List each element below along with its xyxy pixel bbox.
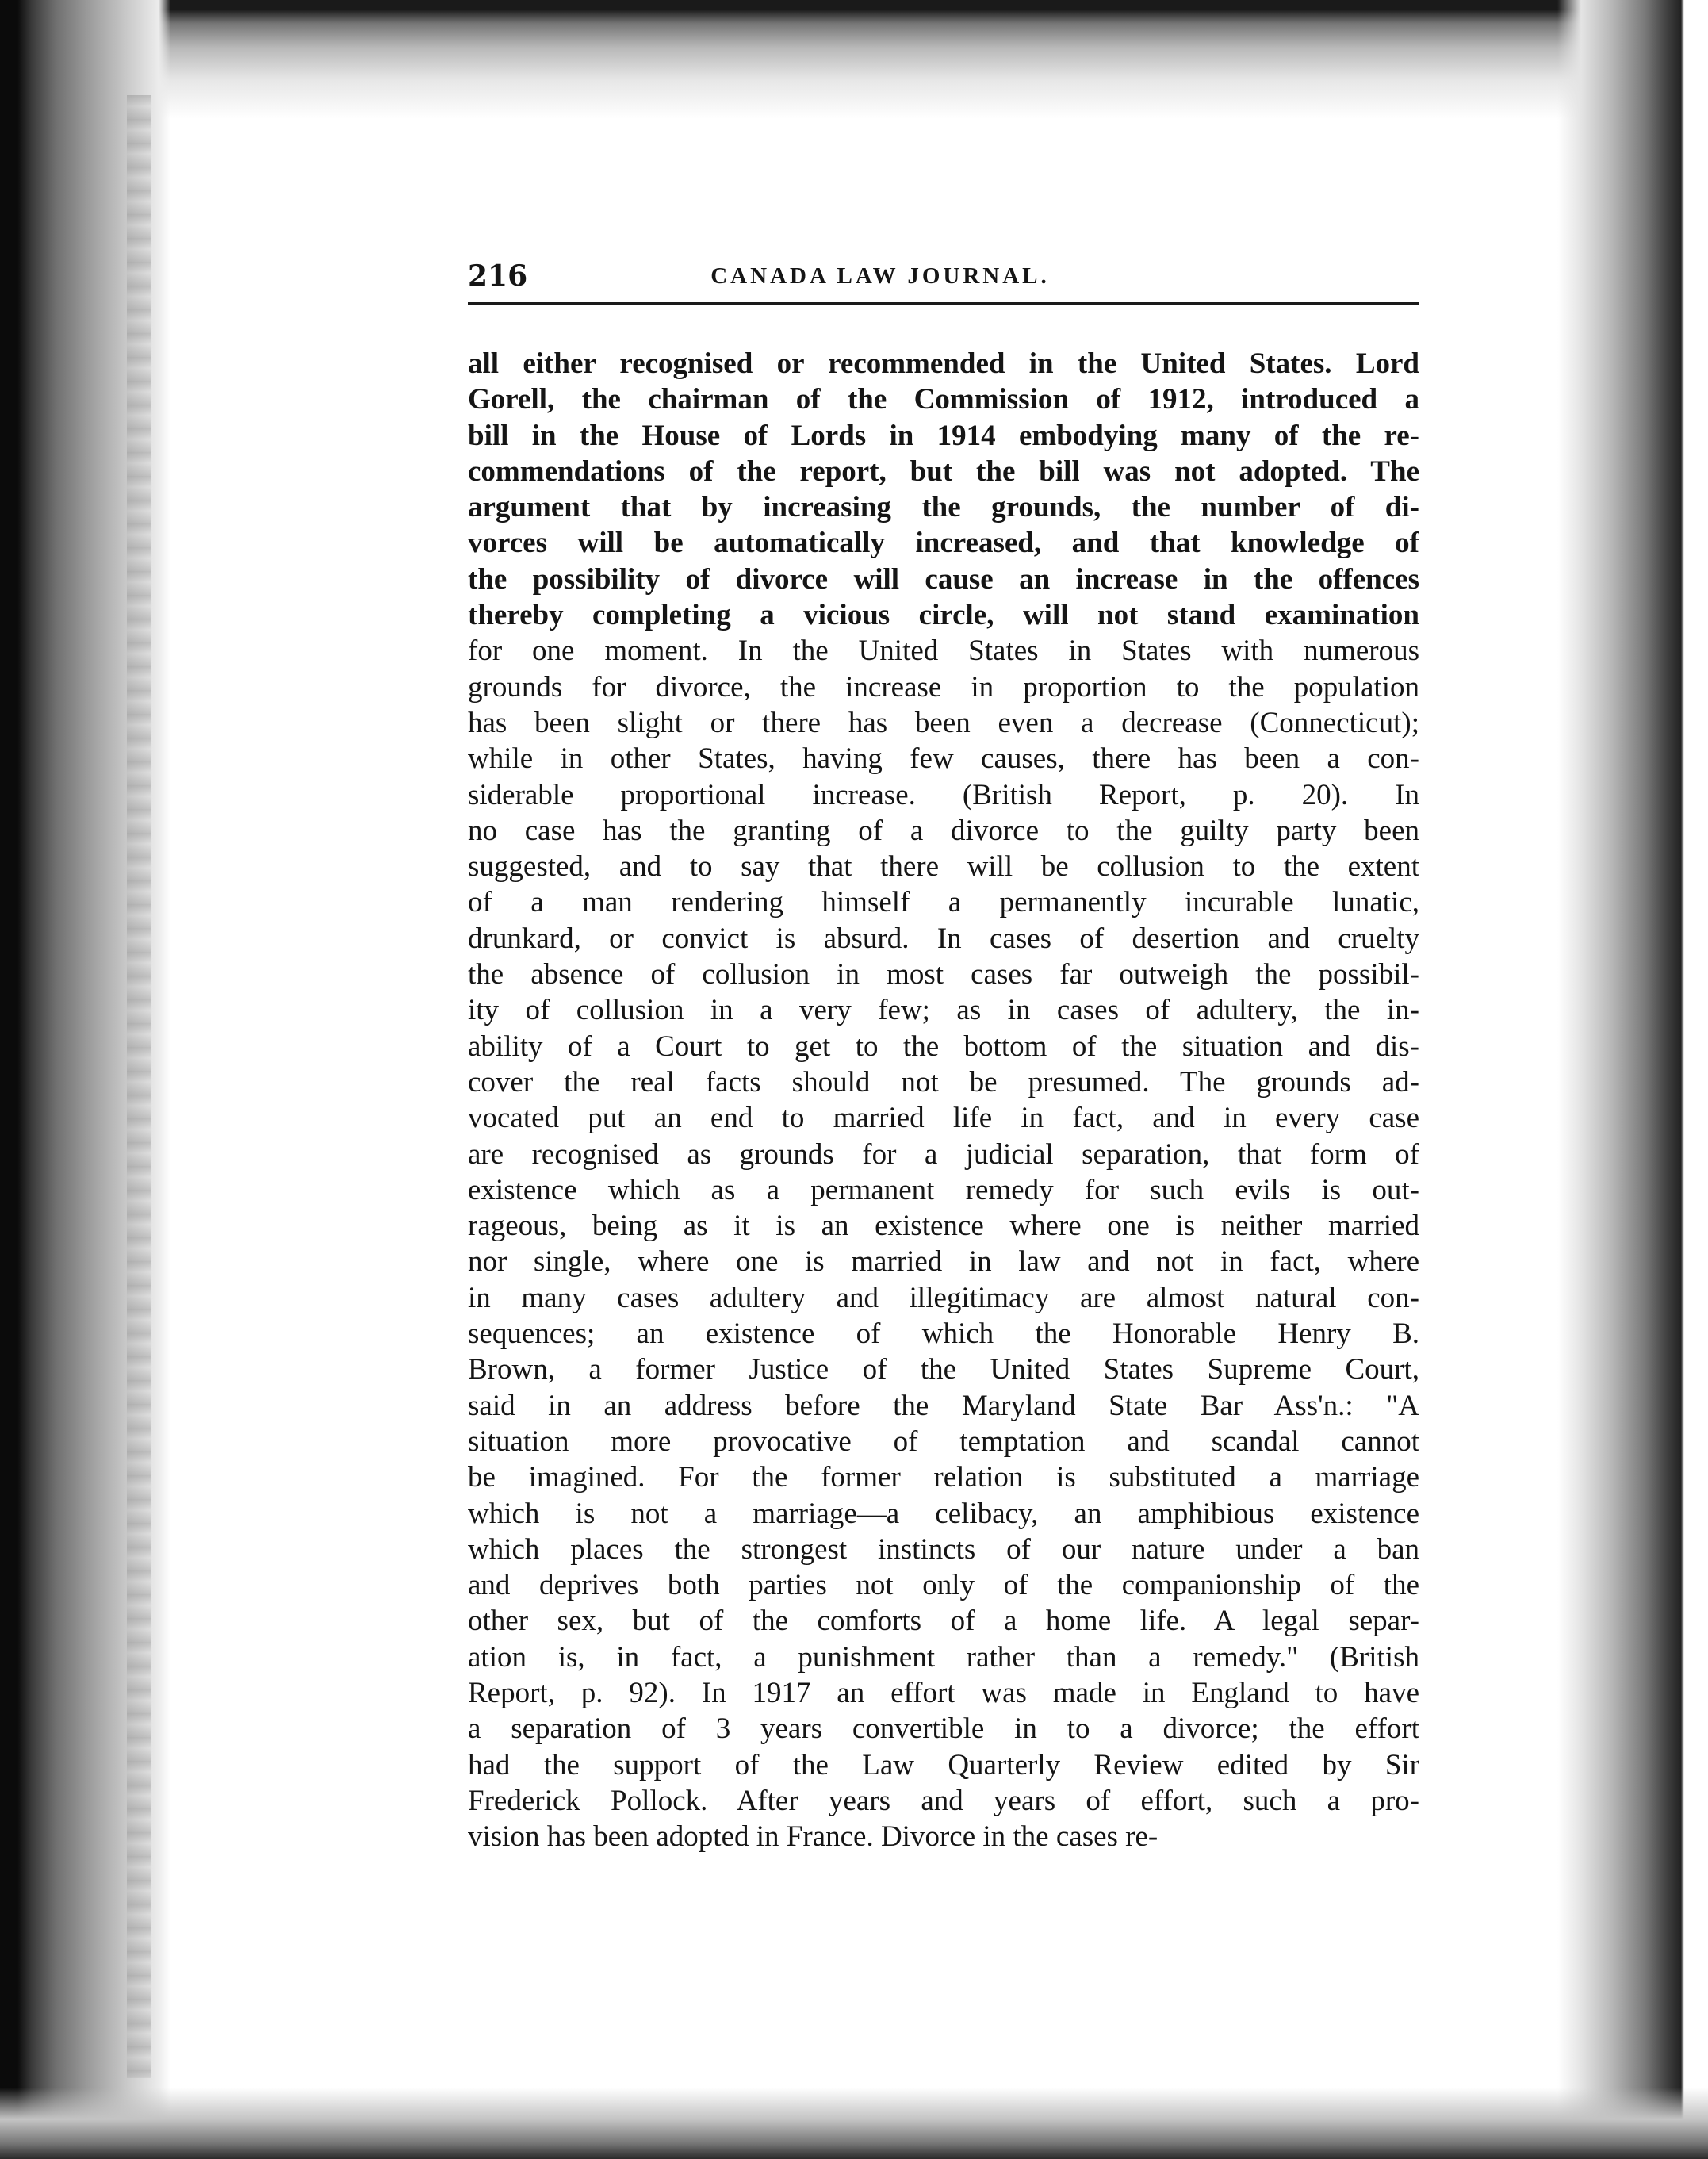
text-line: vision has been adopted in France. Divorce in the cases re- — [468, 1820, 1158, 1854]
text-line: ability of a Court to get to the bottom of the situation and dis- — [468, 1030, 1419, 1063]
text-line: had the support of the Law Quarterly Review edited by Sir — [468, 1748, 1419, 1781]
text-line: nor single, where one is married in law and not in fact, where — [468, 1245, 1419, 1279]
running-head — [468, 252, 1419, 300]
text-line: drunkard, or convict is absurd. In cases of desertion and cruelty — [468, 922, 1419, 955]
text-line: vorces will be automatically increased, and that knowledge of — [468, 527, 1419, 560]
scan-shadow-right — [1557, 0, 1708, 2159]
text-line: be imagined. For the former relation is substituted a marriage — [468, 1461, 1419, 1494]
text-line: ity of collusion in a very few; as in cases of adultery, the in- — [468, 994, 1419, 1027]
body-text — [468, 346, 1419, 1854]
text-line: Brown, a former Justice of the United States Supreme Court, — [468, 1353, 1419, 1386]
scan-streak-left — [127, 95, 151, 2078]
text-line: Report, p. 92). In 1917 an effort was made in England to have — [468, 1676, 1419, 1709]
text-line: which places the strongest instincts of our nature under a ban — [468, 1532, 1419, 1566]
text-line: suggested, and to say that there will be collusion to the extent — [468, 850, 1419, 884]
text-line: cover the real facts should not be presumed. The grounds ad- — [468, 1065, 1419, 1099]
header-rule — [468, 302, 1419, 305]
text-line: no case has the granting of a divorce to the guilty party been — [468, 814, 1419, 847]
scan-shadow-top — [0, 0, 1708, 119]
text-line: grounds for divorce, the increase in proportion to the population — [468, 670, 1419, 704]
text-line: while in other States, having few causes, there has been a con- — [468, 742, 1419, 776]
text-line: vocated put an end to married life in fact, and in every case — [468, 1102, 1419, 1135]
text-line: all either recognised or recommended in the United States. Lord — [468, 347, 1419, 380]
text-line: Gorell, the chairman of the Commission of 1912, introduced a — [468, 383, 1419, 416]
scan-shadow-bottom — [0, 2088, 1708, 2159]
text-line: in many cases adultery and illegitimacy are almost natural con- — [468, 1281, 1419, 1314]
page-number: 216 — [468, 259, 528, 293]
text-line: commendations of the report, but the bill was not adopted. The — [468, 454, 1419, 488]
text-line: existence which as a permanent remedy for such evils is out- — [468, 1173, 1419, 1206]
text-line: are recognised as grounds for a judicial separation, that form of — [468, 1137, 1419, 1171]
text-line: the possibility of divorce will cause an increase in the offences — [468, 562, 1419, 596]
text-line: rageous, being as it is an existence where one is neither married — [468, 1210, 1419, 1243]
text-line: of a man rendering himself a permanently incurable lunatic, — [468, 886, 1419, 919]
text-line: siderable proportional increase. (British Report, p. 20). In — [468, 778, 1419, 811]
text-line: ation is, in fact, a punishment rather than a remedy." (British — [468, 1640, 1419, 1674]
text-line: for one moment. In the United States in States with numerous — [468, 635, 1419, 668]
text-line: has been slight or there has been even a decrease (Connecticut); — [468, 706, 1419, 739]
journal-title: CANADA LAW JOURNAL. — [710, 263, 1050, 289]
text-line: and deprives both parties not only of the companionship of the — [468, 1569, 1419, 1602]
text-line: other sex, but of the comforts of a home life. A legal separ- — [468, 1605, 1419, 1638]
text-line: a separation of 3 years convertible in to a divorce; the effort — [468, 1712, 1419, 1746]
text-line: which is not a marriage—a celibacy, an amphibious existence — [468, 1497, 1419, 1530]
text-line: sequences; an existence of which the Honorable Henry B. — [468, 1317, 1419, 1351]
text-line: argument that by increasing the grounds, the number of di- — [468, 491, 1419, 524]
text-line: bill in the House of Lords in 1914 embodying many of the re- — [468, 419, 1419, 452]
text-line: said in an address before the Maryland State Bar Ass'n.: "A — [468, 1389, 1419, 1422]
text-line: thereby completing a vicious circle, will not stand examination — [468, 599, 1419, 632]
text-line: Frederick Pollock. After years and years of effort, such a pro- — [468, 1784, 1419, 1817]
text-line: the absence of collusion in most cases far outweigh the possibil- — [468, 958, 1419, 991]
journal-page — [468, 252, 1419, 1854]
text-line: situation more provocative of temptation and scandal cannot — [468, 1425, 1419, 1458]
